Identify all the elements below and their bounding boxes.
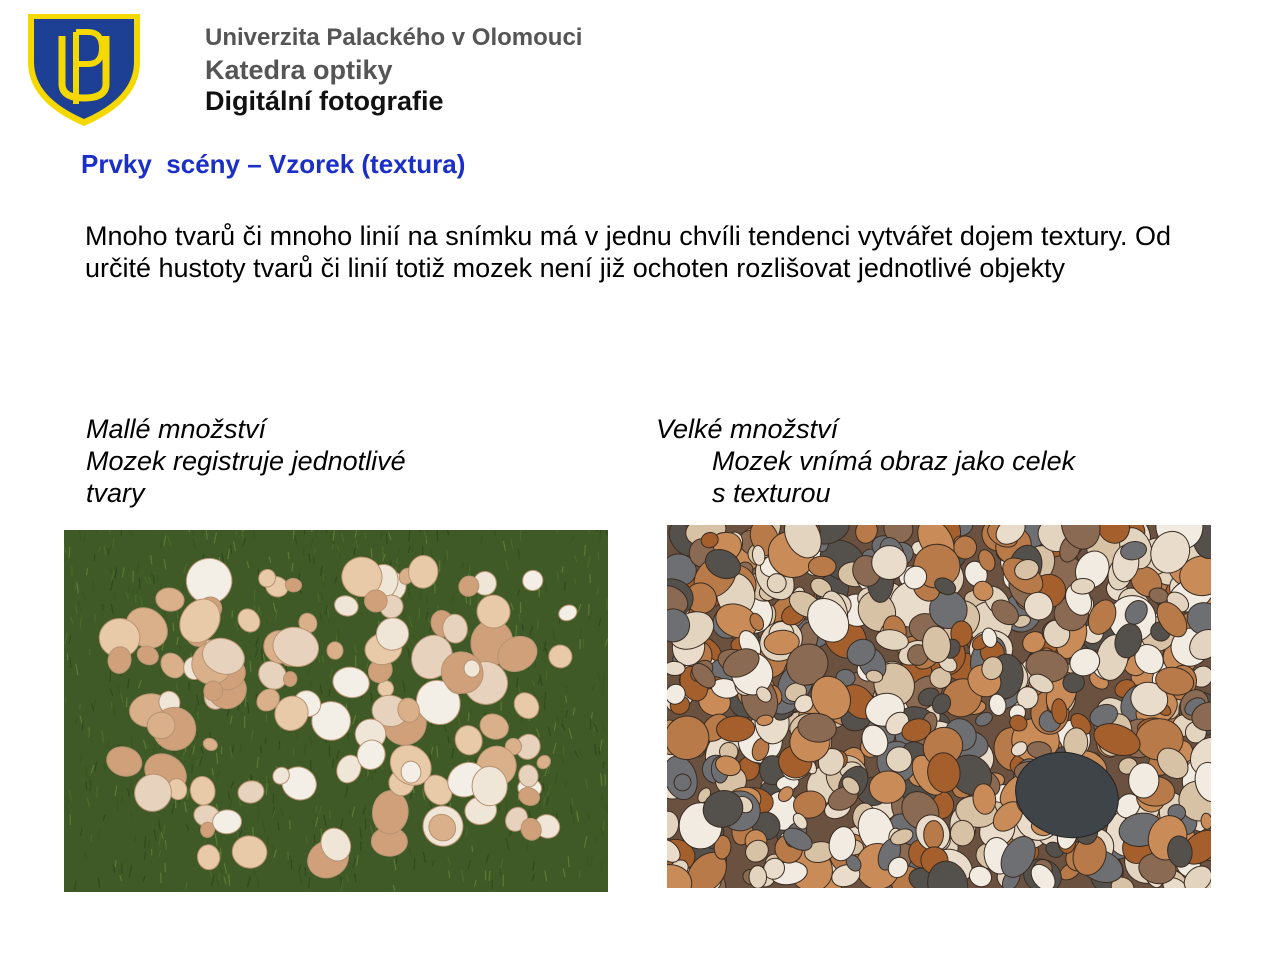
right-example-line1: Mozek vnímá obraz jako celek [712, 446, 1076, 476]
slide-title: Prvky scény – Vzorek (textura) [81, 149, 466, 179]
left-example-line1: Mozek registruje jednotlivé [86, 446, 406, 476]
left-example-heading: Mallé množství [86, 414, 267, 444]
course-name: Digitální fotografie [205, 86, 444, 116]
university-logo [26, 10, 142, 128]
department-name: Katedra optiky [205, 55, 393, 85]
right-example-line2: s texturou [712, 478, 831, 508]
university-name: Univerzita Palackého v Olomouci [205, 24, 583, 51]
scattered-shells-photo [64, 530, 608, 892]
dense-shells-photo [667, 525, 1211, 888]
left-example-line2: tvary [86, 478, 145, 508]
intro-paragraph: Mnoho tvarů či mnoho linií na snímku má v jednu chvíli tendenci vytvářet dojem textury. Od určité hustoty tvarů či linií totiž mozek není již ochoten rozlišovat jednotlivé objekty [85, 221, 1171, 283]
right-example-heading: Velké množství [656, 414, 839, 444]
